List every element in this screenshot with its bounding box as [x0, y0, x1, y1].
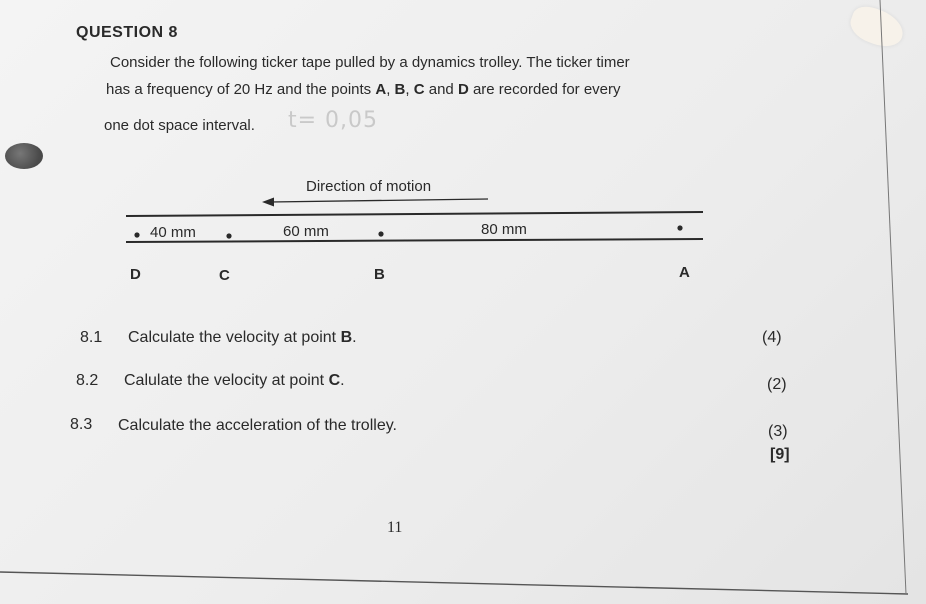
segment-label-dc: 40 mm: [150, 224, 196, 241]
point-a-ref: A: [375, 81, 387, 98]
point-b-ref: B: [394, 81, 406, 98]
subquestion-number: 8.3: [70, 416, 93, 433]
page-border-bottom: [0, 572, 908, 594]
segment-label-cb: 60 mm: [283, 223, 329, 240]
point-label-b: B: [374, 266, 385, 283]
subquestion-marks: (2): [767, 376, 787, 393]
subquestion-text: Calculate the velocity at point B.: [128, 329, 357, 346]
subquestion-marks: (3): [768, 423, 788, 440]
direction-label: Direction of motion: [306, 178, 432, 195]
intro-line-1: Consider the following ticker tape pulled by a dynamics trolley. The ticker timer: [110, 54, 630, 71]
point-label-c: C: [219, 267, 230, 284]
subquestion-number: 8.2: [76, 372, 99, 389]
subquestion-number: 8.1: [80, 329, 103, 346]
subquestion-marks: (4): [762, 329, 782, 346]
page-number: 11: [387, 519, 403, 536]
total-marks: [9]: [770, 446, 790, 463]
page-border-right: [880, 0, 906, 594]
segment-label-ba: 80 mm: [481, 221, 527, 238]
handwritten-note: t= 0,05: [288, 108, 379, 133]
point-label-a: A: [679, 264, 690, 281]
intro-line-2: has a frequency of 20 Hz and the points A, B, C and D are recorded for every: [106, 81, 621, 98]
point-label-d: D: [130, 266, 141, 283]
point-c-ref: C: [413, 81, 425, 98]
subquestion-text: Calulate the velocity at point C.: [124, 372, 345, 389]
question-heading: QUESTION 8: [76, 24, 178, 41]
subquestion-text: Calculate the acceleration of the trolley.: [118, 417, 397, 434]
point-d-ref: D: [457, 81, 469, 98]
intro-line-3: one dot space interval.: [104, 117, 255, 134]
